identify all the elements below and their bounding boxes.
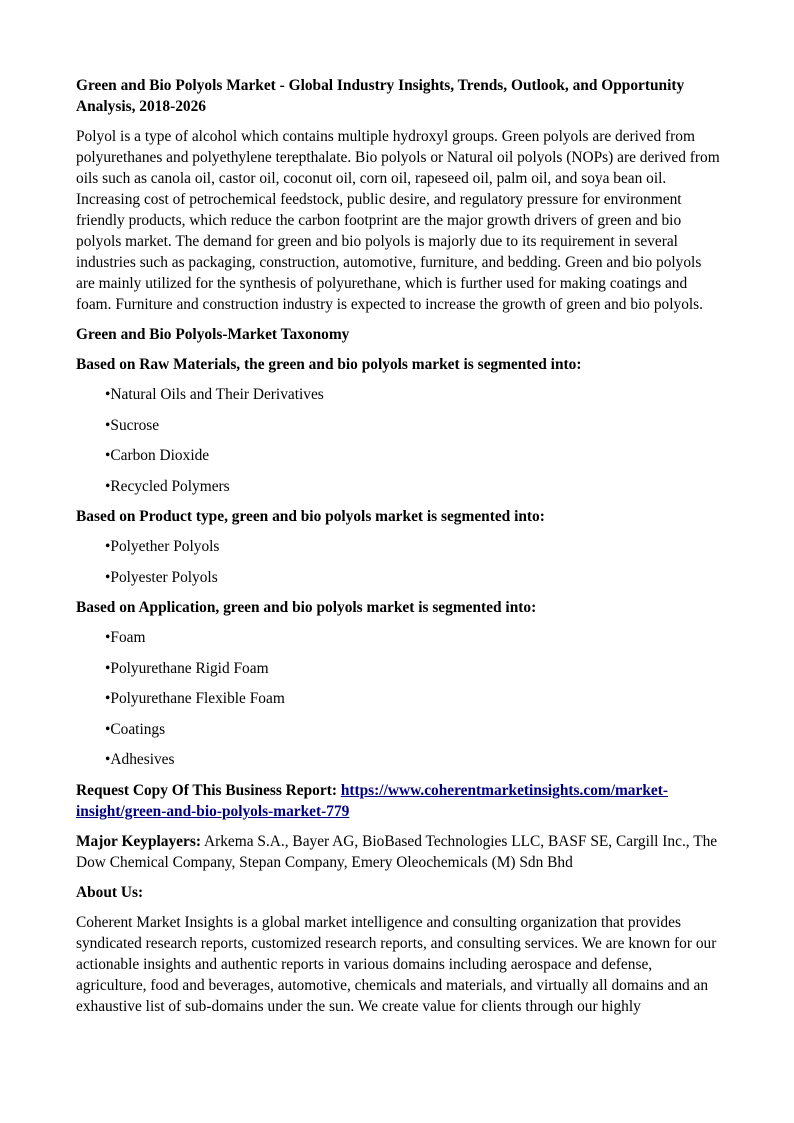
major-keyplayers	[76, 831, 721, 873]
intro-paragraph: Polyol is a type of alcohol which contains multiple hydroxyl groups. Green polyols are derived from polyurethanes and polyethylene terepthalate. Bio polyols or Natural oil polyols (NOPs) are derived from oils such as canola oil, castor oil, coconut oil, corn oil, rapeseed oil, palm oil, and soya bean oil. Increasing cost of petrochemical feedstock, public desire, and regulatory pressure for environment friendly products, which reduce the carbon footprint are the major growth drivers of green and bio polyols market. The demand for green and bio polyols is majorly due to its requirement in several industries such as packaging, construction, automotive, furniture, and bedding. Green and bio polyols are mainly utilized for the synthesis of polyurethane, which is further used for making coatings and foam. Furniture and construction industry is expected to increase the growth of green and bio polyols.	[76, 128, 720, 313]
list-item: •Recycled Polymers	[105, 477, 230, 495]
raw-materials-list	[76, 384, 721, 497]
list-item: •Adhesives	[105, 751, 175, 768]
list-item: •Polyurethane Flexible Foam	[105, 690, 285, 707]
about-heading: About Us:	[76, 883, 144, 901]
document-title: Green and Bio Polyols Market - Global Industry Insights, Trends, Outlook, and Opportunity Analysis, 2018-2026	[76, 77, 685, 115]
document-page	[76, 75, 721, 1026]
list-item: •Polyether Polyols	[105, 538, 220, 555]
keyplayers-label: Major Keyplayers:	[76, 832, 201, 850]
application-list	[76, 627, 721, 770]
list-item: •Polyester Polyols	[105, 568, 218, 586]
list-item: •Foam	[105, 629, 146, 646]
application-heading: Based on Application, green and bio polyols market is segmented into:	[76, 599, 537, 616]
request-copy	[76, 780, 721, 822]
keyplayers-text: Arkema S.A., Bayer AG, BioBased Technologies LLC, BASF SE, Cargill Inc., The Dow Chemical Company, Stepan Company, Emery Oleochemicals (M) Sdn Bhd	[76, 832, 718, 871]
list-item: •Carbon Dioxide	[105, 447, 210, 464]
raw-materials-heading: Based on Raw Materials, the green and bio polyols market is segmented into:	[76, 356, 582, 373]
request-copy-label: Request Copy Of This Business Report:	[76, 781, 341, 799]
list-item: •Natural Oils and Their Derivatives	[105, 386, 324, 403]
product-type-list	[76, 536, 721, 588]
list-item: •Polyurethane Rigid Foam	[105, 659, 269, 677]
report-link[interactable]: https://www.coherentmarketinsights.com/market-insight/green-and-bio-polyols-market-779	[76, 781, 668, 820]
list-item: •Sucrose	[105, 416, 160, 434]
product-type-heading: Based on Product type, green and bio polyols market is segmented into:	[76, 508, 545, 525]
list-item: •Coatings	[105, 720, 166, 738]
taxonomy-heading: Green and Bio Polyols-Market Taxonomy	[76, 326, 350, 343]
about-paragraph: Coherent Market Insights is a global market intelligence and consulting organization that provides syndicated research reports, customized research reports, and consulting services. We are known for our actionable insights and authentic reports in various domains including aerospace and defense, agriculture, food and beverages, automotive, chemicals and materials, and virtually all domains and an exhaustive list of sub-domains under the sun. We create value for clients through our highly	[76, 913, 717, 1015]
